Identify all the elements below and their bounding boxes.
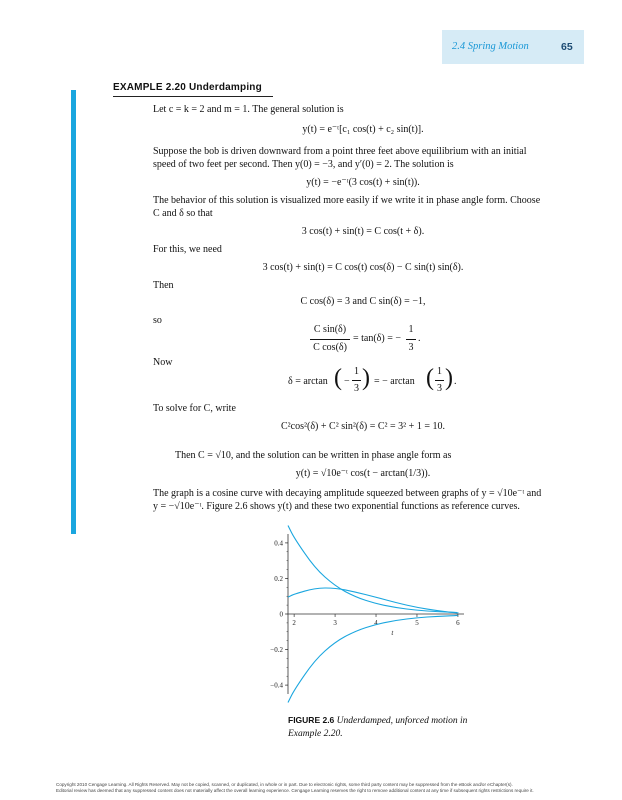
equation: 3 cos(t) + sin(t) = C cos(t + δ). [301, 226, 425, 237]
text-line: Now [153, 357, 173, 368]
running-header-title: 2.4 Spring Motion [452, 41, 529, 52]
text-line: y = −√10e⁻ᵗ. Figure 2.6 shows y(t) and these two exponential functions as reference curves. [153, 501, 520, 512]
fraction-denominator: 3 [354, 383, 359, 394]
y-tick-label: 0.4 [274, 539, 283, 548]
equation: C²cos²(δ) + C² sin²(δ) = C² = 3² + 1 = 10. [281, 421, 445, 432]
fraction-numerator: 1 [408, 324, 414, 335]
equation: y(t) = e⁻ᵗ[c₁ cos(t) + c₂ sin(t)]. [302, 124, 424, 135]
fraction-denominator: 3 [437, 383, 442, 394]
series-line-1 [288, 526, 458, 613]
text-line: speed of two feet per second. Then y(0) = −3, and y′(0) = 2. The solution is [153, 159, 454, 170]
equation: C cos(δ) = 3 and C sin(δ) = −1, [300, 296, 426, 307]
example-heading: EXAMPLE 2.20 Underdamping [113, 82, 262, 93]
y-tick-label: 0 [279, 610, 283, 619]
fraction-denominator: 3 [408, 342, 414, 353]
equation-part: δ = arctan [288, 376, 328, 387]
y-tick-label: −0.4 [270, 681, 283, 690]
example-side-bar [71, 90, 76, 534]
paren-left: ( [334, 365, 342, 391]
equation-end: . [454, 376, 457, 387]
minus-sign: − [344, 376, 350, 387]
text-line: To solve for C, write [153, 403, 236, 414]
footer-line: Copyright 2010 Cengage Learning. All Rights Reserved. May not be copied, scanned, or duplicated, in whole or in part. Due to electronic rights, some third party content may be suppressed from the eBook and/or eChapter(s). [56, 782, 513, 787]
fraction-numerator: 1 [437, 366, 442, 377]
fraction-bar [310, 339, 350, 340]
example-heading-rule [113, 96, 273, 97]
text-line: The graph is a cosine curve with decaying amplitude squeezed between graphs of y = √10e⁻ᵗ and [153, 488, 542, 499]
text-line: Then C = √10, and the solution can be written in phase angle form as [175, 450, 452, 461]
fraction-numerator: C sin(δ) [313, 324, 347, 335]
text-line: so [153, 315, 162, 326]
equation-fraction-tan [310, 324, 430, 358]
paren-left: ( [426, 365, 434, 391]
fraction-bar [406, 339, 416, 340]
x-axis-label: t [391, 629, 394, 637]
equation: y(t) = −e⁻ᵗ(3 cos(t) + sin(t)). [306, 177, 420, 188]
fraction-bar [352, 380, 361, 381]
footer-line: Editorial review has deemed that any suppressed content does not materially affect the overall learning experience. Cengage Learning reserves the right to remove additional content at any time if subsequent rights restrictions require it. [56, 788, 534, 793]
text-line: Then [153, 280, 174, 291]
x-tick-label: 6 [456, 619, 460, 627]
text-line: Let c = k = 2 and m = 1. The general solution is [153, 104, 344, 115]
figure-label: FIGURE 2.6 [288, 715, 335, 725]
y-tick-label: 0.2 [274, 574, 283, 583]
fraction-denominator: C cos(δ) [313, 342, 347, 353]
paren-right: ) [445, 365, 453, 391]
equation-part: = − arctan [374, 376, 415, 387]
text-line: For this, we need [153, 244, 222, 255]
text-line: Suppose the bob is driven downward from a point three feet above equilibrium with an initial [153, 146, 527, 157]
equation-arctan [288, 364, 458, 398]
fraction-numerator: 1 [354, 366, 359, 377]
paren-right: ) [362, 365, 370, 391]
text-line: The behavior of this solution is visualized more easily if we write it in phase angle form. Choose [153, 195, 541, 206]
x-tick-label: 3 [333, 619, 337, 627]
page-number: 65 [561, 41, 573, 53]
equation-middle: = tan(δ) = − [353, 333, 402, 344]
figure-caption [288, 714, 478, 741]
x-tick-label: 4 [374, 619, 378, 627]
equation: y(t) = √10e⁻ᵗ cos(t − arctan(1/3)). [295, 468, 431, 479]
y-tick-label: −0.2 [270, 646, 283, 655]
series-line-2 [288, 615, 458, 702]
fraction-bar [435, 380, 444, 381]
x-tick-label: 2 [292, 619, 296, 627]
equation: 3 cos(t) + sin(t) = C cos(t) cos(δ) − C sin(t) sin(δ). [262, 262, 464, 273]
series-line-3 [288, 588, 458, 613]
text-line: C and δ so that [153, 208, 213, 219]
copyright-footer [56, 782, 576, 794]
x-tick-label: 5 [415, 619, 419, 627]
equation-end: . [418, 333, 421, 344]
decay-chart [256, 522, 476, 707]
figure-caption-text: Underdamped, unforced motion in Example 2.20. [288, 716, 468, 739]
